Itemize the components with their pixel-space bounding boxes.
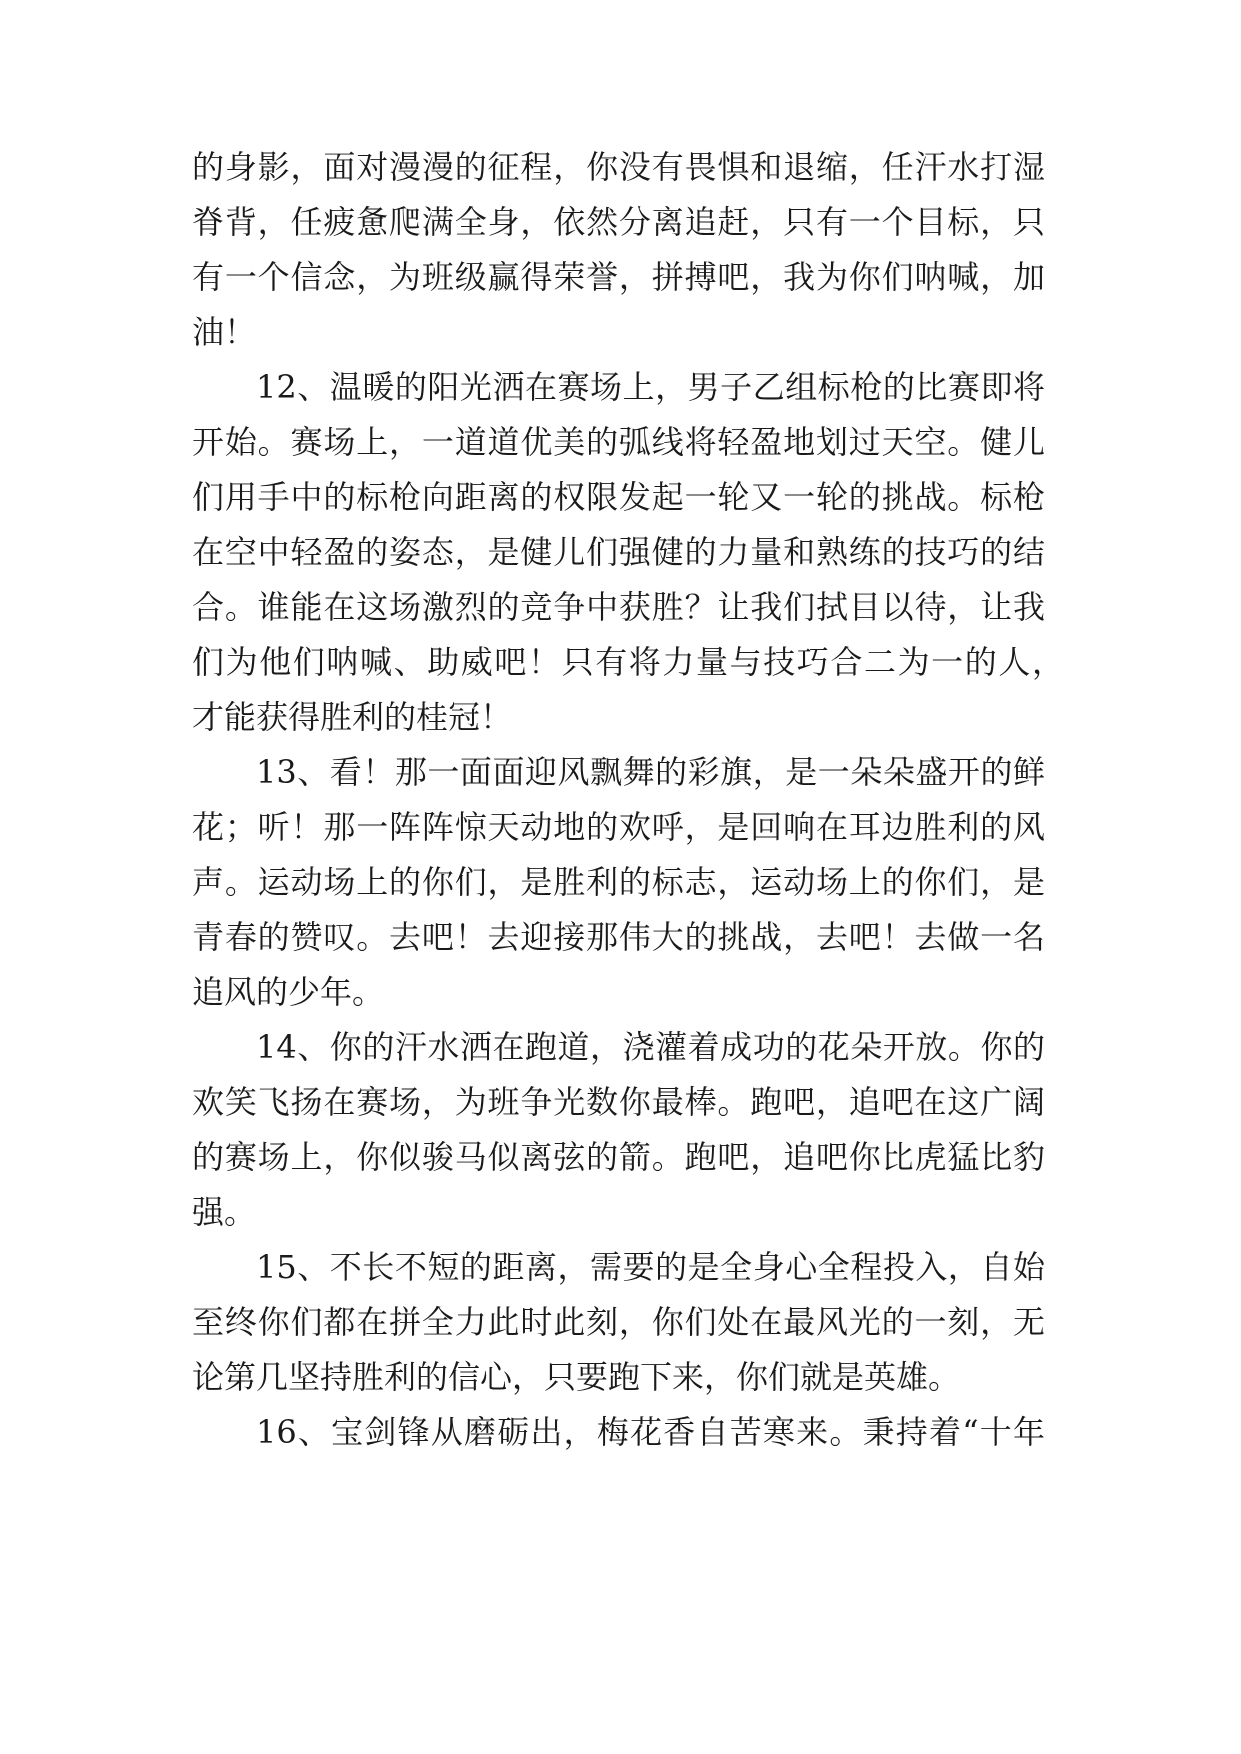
text-line: 在空中轻盈的姿态，是健儿们强健的力量和熟练的技巧的结 [192, 533, 1045, 571]
text-line: 追风的少年。 [192, 973, 385, 1011]
paragraph-first-line: 13、看！那一面面迎风飘舞的彩旗，是一朵朵盛开的鲜 [256, 753, 1045, 791]
text-line: 花；听！那一阵阵惊天动地的欢呼，是回响在耳边胜利的风 [192, 808, 1045, 846]
text-line: 们用手中的标枪向距离的权限发起一轮又一轮的挑战。标枪 [192, 478, 1045, 516]
text-line: 强。 [192, 1193, 257, 1231]
text-line: 论第几坚持胜利的信心，只要跑下来，你们就是英雄。 [192, 1358, 961, 1396]
paragraph-first-line: 16、宝剑锋从磨砺出，梅花香自苦寒来。秉持着“十年 [256, 1413, 1045, 1451]
text-line: 欢笑飞扬在赛场，为班争光数你最棒。跑吧，追吧在这广阔 [192, 1083, 1045, 1121]
text-line: 合。谁能在这场激烈的竞争中获胜？让我们拭目以待，让我 [192, 588, 1045, 626]
text-line: 至终你们都在拼全力此时此刻，你们处在最风光的一刻，无 [192, 1303, 1045, 1341]
paragraph-first-line: 14、你的汗水洒在跑道，浇灌着成功的花朵开放。你的 [256, 1028, 1045, 1066]
text-line: 青春的赞叹。去吧！去迎接那伟大的挑战，去吧！去做一名 [192, 918, 1045, 956]
text-line: 脊背，任疲惫爬满全身，依然分离追赶，只有一个目标，只 [192, 203, 1045, 241]
text-line: 开始。赛场上，一道道优美的弧线将轻盈地划过天空。健儿 [192, 423, 1045, 461]
text-line: 有一个信念，为班级赢得荣誉，拼搏吧，我为你们呐喊，加 [192, 258, 1045, 296]
text-line: 们为他们呐喊、助威吧！只有将力量与技巧合二为一的人， [192, 643, 1064, 681]
text-line: 的身影，面对漫漫的征程，你没有畏惧和退缩，任汗水打湿 [192, 148, 1045, 186]
paragraph-first-line: 15、不长不短的距离，需要的是全身心全程投入，自始 [256, 1248, 1045, 1286]
text-line: 才能获得胜利的桂冠！ [192, 698, 513, 736]
text-line: 声。运动场上的你们，是胜利的标志，运动场上的你们，是 [192, 863, 1045, 901]
text-line: 油！ [192, 313, 257, 351]
paragraph-first-line: 12、温暖的阳光洒在赛场上，男子乙组标枪的比赛即将 [256, 368, 1045, 406]
text-line: 的赛场上，你似骏马似离弦的箭。跑吧，追吧你比虎猛比豹 [192, 1138, 1045, 1176]
